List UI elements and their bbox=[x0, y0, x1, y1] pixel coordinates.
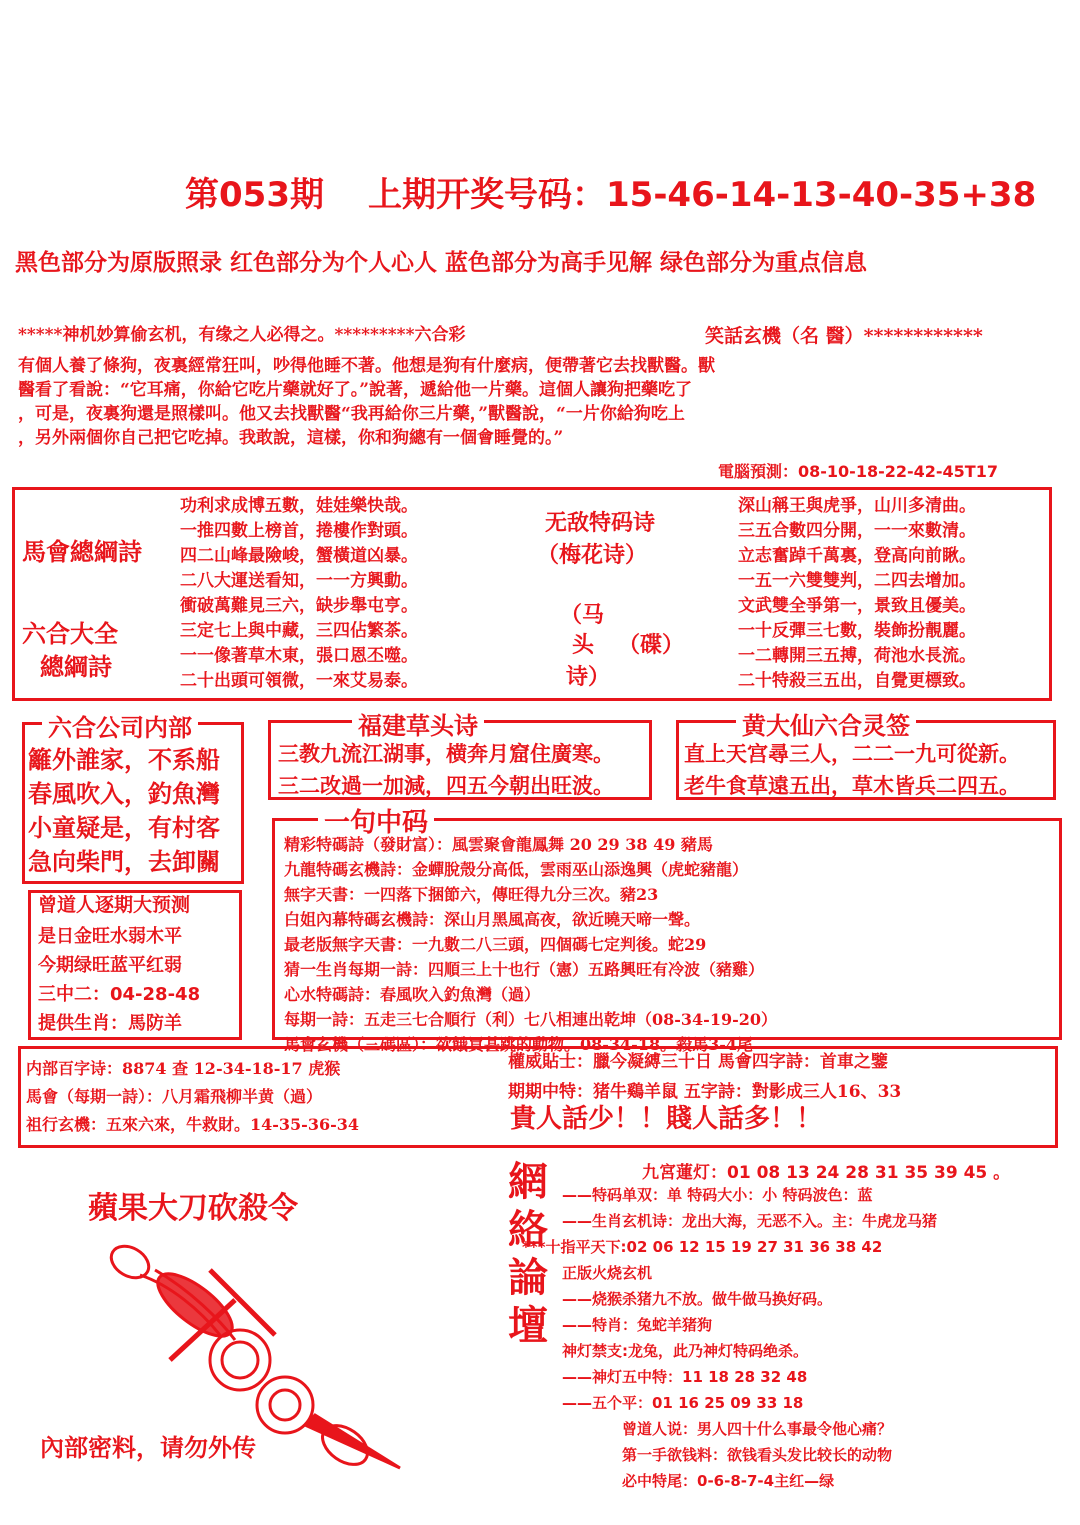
label-mahui: 馬會總綱詩 bbox=[22, 537, 142, 566]
poem-line: 深山稱王與虎爭，山川多清曲。 bbox=[738, 496, 976, 516]
inner-right-line: 權威貼士：臘今凝縛三十日 馬會四字詩：首車之鑒 bbox=[508, 1052, 888, 1072]
inner-line: 馬會（每期一詩）：八月霜飛柳半黄（過） bbox=[26, 1087, 323, 1106]
joke-line: ，可是，夜裏狗還是照樣叫。他又去找獸醫“我再給你三片藥，”獸醫說，“一片你給狗吃上 bbox=[18, 404, 685, 424]
yiju-line: 精彩特碼詩（發財富）：風雲聚會龍鳳舞 20 29 38 49 豬馬 bbox=[284, 835, 713, 854]
poem-line: 文武雙全爭第一，景致且優美。 bbox=[738, 596, 976, 616]
joke-header: *****神机妙算偷玄机，有缘之人必得之。*********六合彩 bbox=[18, 325, 466, 345]
last-draw-numbers: 上期开奖号码：15-46-14-13-40-35+38 bbox=[368, 175, 1037, 215]
yiju-lines bbox=[284, 832, 777, 1057]
apple-footer: 內部密料，请勿外传 bbox=[40, 1433, 256, 1462]
yiju-line: 無字天書：一四落下捆節六，傳旺得九分三次。豬23 bbox=[284, 885, 659, 904]
forum-line: ——特肖：兔蛇羊猪狗 bbox=[562, 1316, 713, 1334]
daoren-line: 是日金旺水弱木平 bbox=[38, 926, 182, 947]
yiju-line: 心水特碼詩：春風吹入釣魚灣（過） bbox=[284, 985, 541, 1004]
inner-right-lines bbox=[508, 1050, 901, 1110]
company-line: 春風吹入，釣魚灣 bbox=[28, 779, 220, 808]
fujian-line: 三教九流江湖事，横奔月窟住廣寒。 bbox=[278, 741, 614, 766]
huang-lines bbox=[684, 738, 1020, 802]
yiju-line: 最老版無字天書：一九數二八三頭，四個碼七定判後。蛇29 bbox=[284, 935, 707, 954]
issue-number: 第053期 bbox=[185, 175, 324, 215]
fujian-line: 三二改過一加減，四五今朝出旺波。 bbox=[278, 773, 614, 798]
label-zonggang: 總綱詩 bbox=[40, 652, 112, 681]
forum-line: 曾道人说：男人四十什么事最令他心痛？ bbox=[622, 1420, 893, 1438]
inner-lines bbox=[26, 1056, 359, 1140]
forum-line: ——生肖玄机诗：龙出大海，无恶不入。主：牛虎龙马猪 bbox=[562, 1212, 938, 1230]
slogan: 貴人話少！！賤人話多！！ bbox=[510, 1104, 823, 1134]
forum-line: ——神灯五中特：11 18 28 32 48 bbox=[562, 1368, 808, 1386]
poem-column-left bbox=[180, 494, 418, 694]
joke-body bbox=[18, 354, 1058, 448]
yiju-line: 馬會玄機（三碼區）：欲餓買甚跳的動物。08-34-18。殺馬3-4尾 bbox=[284, 1035, 753, 1054]
forum-line: 必中特尾：0-6-8-7-4主红—绿 bbox=[622, 1472, 835, 1490]
huang-title: 黄大仙六合灵签 bbox=[736, 706, 916, 741]
inner-line: 内部百字诗：8874 查 12-34-18-17 虎猴 bbox=[26, 1059, 341, 1078]
fujian-title: 福建草头诗 bbox=[352, 706, 484, 741]
forum-line: ——烧猴杀猪九不放。做牛做马换好码。 bbox=[562, 1290, 833, 1308]
color-legend: 黑色部分为原版照录 红色部分为个人心人 蓝色部分为高手见解 绿色部分为重点信息 bbox=[15, 250, 868, 276]
poem-line: 四二山峰最險峻，蟹橫道凶暴。 bbox=[180, 546, 418, 566]
joke-line: 有個人養了條狗，夜裏經常狂叫，吵得他睡不著。他想是狗有什麼病，便帶著它去找獸醫。獸 bbox=[18, 356, 715, 376]
poem-line: 一一像著草木東，張口恩丕噬。 bbox=[180, 646, 418, 666]
poem-line: 一推四數上榜首，捲樓作對頭。 bbox=[180, 521, 418, 541]
poem-line: 二十出頭可領微，一來艾易泰。 bbox=[180, 671, 418, 691]
daoren-title: 曾道人逐期大预测 bbox=[38, 894, 191, 916]
center-char: （碟） bbox=[618, 632, 685, 658]
center-title: 无敌特码诗 bbox=[545, 510, 656, 536]
yiju-line: 猜一生肖每期一詩：四順三上十也行（憲）五路興旺有冷波（豬雞） bbox=[284, 960, 765, 979]
huang-line: 直上天宫尋三人，二二一九可從新。 bbox=[684, 741, 1020, 766]
forum-line: ——特码单双：单 特码大小：小 特码波色：蓝 bbox=[562, 1186, 873, 1204]
daoren-line: 三中二：04-28-48 bbox=[38, 984, 201, 1005]
center-subtitle: （梅花诗） bbox=[537, 542, 648, 568]
forum-char: 絡 bbox=[508, 1206, 548, 1253]
poem-line: 一十反彈三七數，裝飾扮靚麗。 bbox=[738, 621, 976, 641]
forum-line: 神灯禁支:龙兔，此乃神灯特码绝杀。 bbox=[562, 1342, 809, 1360]
center-char: （马 bbox=[560, 602, 605, 628]
yiju-line: 九龍特碼玄機詩：金蟬脫殼分高低，雲雨巫山添逸興（虎蛇豬龍） bbox=[284, 860, 749, 879]
daoren-lines bbox=[38, 922, 200, 1038]
forum-char: 論 bbox=[508, 1254, 548, 1301]
poem-line: 三定七上與中藏，三四佔繁茶。 bbox=[180, 621, 418, 641]
yiju-line: 每期一詩：五走三七合順行（利）七八相連出乾坤（08-34-19-20） bbox=[284, 1010, 777, 1029]
forum-line: ***十指平天下:02 06 12 15 19 27 31 36 38 42 bbox=[522, 1238, 883, 1256]
company-line: 籬外誰家，不系船 bbox=[28, 745, 220, 774]
poem-line: 二十特殺三五出，自覺更標致。 bbox=[738, 671, 976, 691]
yiju-title: 一句中码 bbox=[318, 802, 434, 839]
forum-char: 網 bbox=[508, 1158, 548, 1205]
computer-forecast: 電腦預測：08-10-18-22-42-45T17 bbox=[718, 462, 998, 481]
apple-title: 蘋果大刀砍殺令 bbox=[88, 1191, 298, 1226]
yiju-line: 白姐內幕特碼玄機詩：深山月黑風高夜，欲近曉天啼一聲。 bbox=[284, 910, 701, 929]
forum-line: 第一手欲钱料：欲钱看头发比较长的动物 bbox=[622, 1446, 893, 1464]
poem-column-right bbox=[738, 494, 976, 694]
daoren-line: 提供生肖：馬防羊 bbox=[38, 1013, 182, 1034]
poem-line: 衝破萬難見三六，缺步舉屯亨。 bbox=[180, 596, 418, 616]
company-line: 小童疑是，有村客 bbox=[28, 813, 220, 842]
center-char: 诗） bbox=[566, 664, 611, 690]
poem-line: 二八大運送看知，一一方興動。 bbox=[180, 571, 418, 591]
company-line: 急向柴門，去卸關 bbox=[28, 847, 220, 876]
forum-lines bbox=[522, 1158, 1011, 1496]
inner-right-line: 期期中特：猪牛鷄羊鼠 五字詩：對影成三人16、33 bbox=[508, 1082, 902, 1102]
poem-line: 立志奮踔千萬裏，登高向前瞅。 bbox=[738, 546, 976, 566]
poem-line: 一二轉開三五搏，荷池水長流。 bbox=[738, 646, 976, 666]
joke-line: ，另外兩個你自己把它吃掉。我敢說，這樣，你和狗總有一個會睡覺的。” bbox=[18, 428, 564, 448]
poem-line: 三五合數四分開，一一來數清。 bbox=[738, 521, 976, 541]
company-lines bbox=[28, 740, 220, 876]
poem-line: 一五一六雙雙判，二四去增加。 bbox=[738, 571, 976, 591]
forum-line: 九宮蓮灯：01 08 13 24 28 31 35 39 45 。 bbox=[642, 1163, 1011, 1183]
daoren-line: 今期绿旺蓝平红弱 bbox=[38, 955, 182, 976]
forum-line: 正版火烧玄机 bbox=[562, 1264, 653, 1282]
poem-line: 功利求成博五數，娃娃樂快哉。 bbox=[180, 496, 418, 516]
fujian-lines bbox=[278, 738, 614, 802]
label-liuhe: 六合大全 bbox=[22, 619, 118, 648]
forum-line: ——五个平：01 16 25 09 33 18 bbox=[562, 1394, 804, 1412]
company-title: 六合公司内部 bbox=[42, 708, 198, 743]
inner-line: 祖行玄機：五來六來，牛救財。14-35-36-34 bbox=[26, 1115, 359, 1134]
joke-title: 笑話玄機（名 醫）************ bbox=[705, 325, 983, 347]
joke-line: 醫看了看說：“它耳痛，你給它吃片藥就好了。”說著，遞給他一片藥。這個人讓狗把藥吃了 bbox=[18, 380, 693, 400]
center-char: 头 bbox=[572, 632, 595, 658]
forum-char: 壇 bbox=[508, 1302, 548, 1349]
huang-line: 老牛食草遠五出，草木皆兵二四五。 bbox=[684, 773, 1020, 798]
